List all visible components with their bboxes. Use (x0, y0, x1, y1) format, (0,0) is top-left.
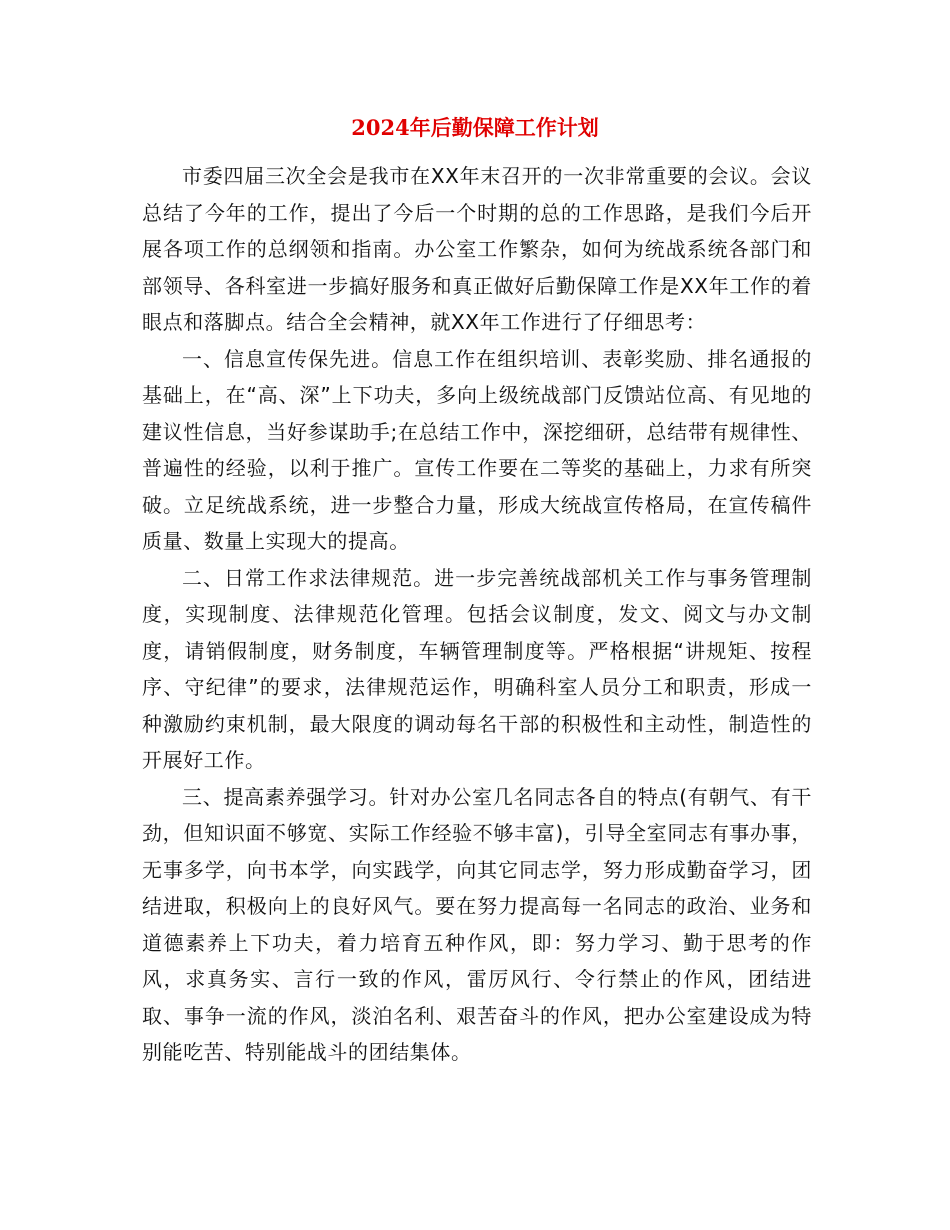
paragraph-daily-work-standards: 二、日常工作求法律规范。进一步完善统战部机关工作与事务管理制度，实现制度、法律规范化管理。包括会议制度，发文、阅文与办文制度，请销假制度，财务制度，车辆管理制度等。严格根据“讲规矩、按程序、守纪律”的要求，法律规范运作，明确科室人员分工和职责，形成一种激励约束机制，最大限度的调动每名干部的积极性和主动性，制造性的开展好工作。 (142, 565, 812, 772)
paragraph-study-improvement: 三、提高素养强学习。针对办公室几名同志各自的特点(有朝气、有干劲，但知识面不够宽、实际工作经验不够丰富)，引导全室同志有事办事，无事多学，向书本学，向实践学，向其它同志学，努力形成勤奋学习，团结进取，积极向上的良好风气。要在努力提高每一名同志的政治、业务和道德素养上下功夫，着力培育五种作风，即：努力学习、勤于思考的作风，求真务实、言行一致的作风，雷厉风行、令行禁止的作风，团结进取、事争一流的作风，淡泊名利、艰苦奋斗的作风，把办公室建设成为特别能吃苦、特别能战斗的团结集体。 (142, 784, 812, 1064)
paragraph-information-publicity: 一、信息宣传保先进。信息工作在组织培训、表彰奖励、排名通报的基础上，在“高、深”上下功夫，多向上级统战部门反馈站位高、有见地的建议性信息，当好参谋助手;在总结工作中，深挖细研，总结带有规律性、普遍性的经验，以利于推广。宣传工作要在二等奖的基础上，力求有所突破。立足统战系统，进一步整合力量，形成大统战宣传格局，在宣传稿件质量、数量上实现大的提高。 (142, 346, 812, 553)
document-body (142, 158, 812, 1071)
paragraph-intro: 市委四届三次全会是我市在XX年末召开的一次非常重要的会议。会议总结了今年的工作，提出了今后一个时期的总的工作思路，是我们今后开展各项工作的总纲领和指南。办公室工作繁杂，如何为统战系统各部门和部领导、各科室进一步搞好服务和真正做好后勤保障工作是XX年工作的着眼点和落脚点。结合全会精神，就XX年工作进行了仔细思考： (142, 164, 812, 334)
document-title: 2024年后勤保障工作计划 (351, 115, 599, 140)
